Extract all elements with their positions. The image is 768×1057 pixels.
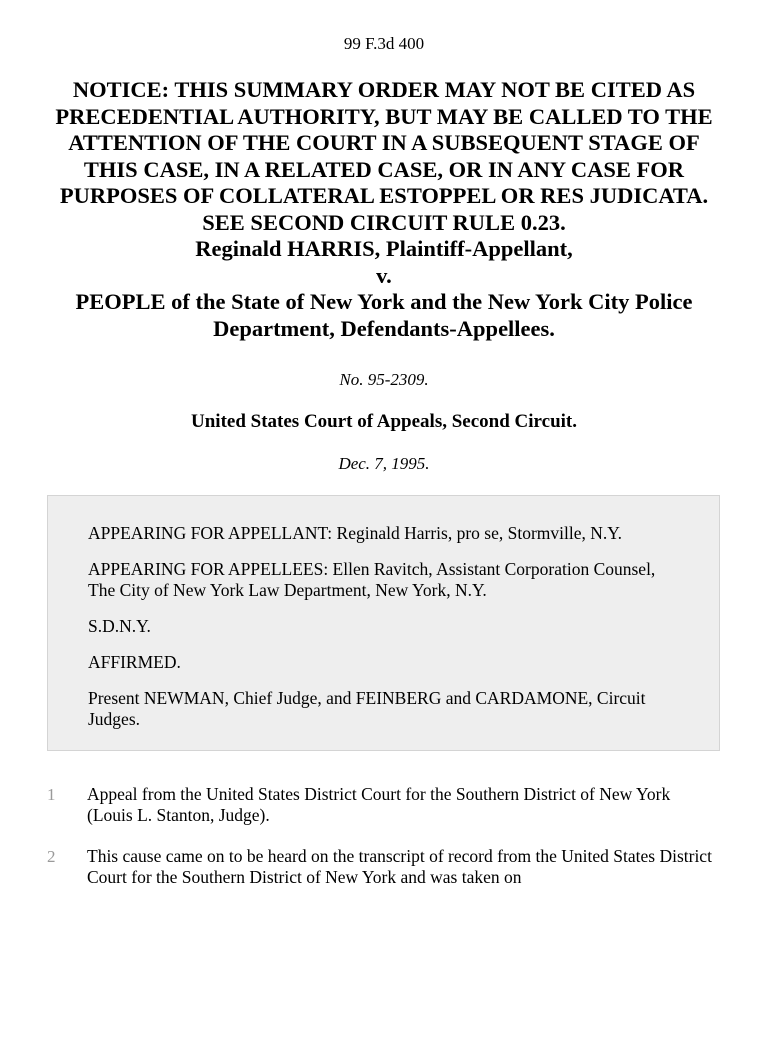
appearance-disposition: AFFIRMED. [88, 652, 181, 672]
paragraph-1 [47, 784, 720, 826]
opinion-paragraphs [47, 784, 720, 888]
paragraph-2 [47, 846, 720, 888]
paragraph-text: This cause came on to be heard on the transcript of record from the United States District Court for the Southern District of New York and was taken on [87, 846, 712, 887]
appearance-panel: Present NEWMAN, Chief Judge, and FEINBERG and CARDAMONE, Circuit Judges. [88, 688, 646, 729]
paragraph-number: 1 [47, 785, 56, 804]
court-name: United States Court of Appeals, Second Circuit. [191, 411, 577, 432]
decision-date: Dec. 7, 1995. [338, 454, 430, 473]
case-heading [40, 77, 728, 342]
notice-text: NOTICE: THIS SUMMARY ORDER MAY NOT BE CITED AS PRECEDENTIAL AUTHORITY, BUT MAY BE CALLED TO THE ATTENTION OF THE COURT IN A SUBSEQUENT STAGE OF THIS CASE, IN A RELATED CASE, OR IN ANY CASE FOR PURPOSES OF COLLATERAL ESTOPPEL OR RES JUDICATA. SEE SECOND CIRCUIT RULE 0.23. [55, 77, 713, 235]
versus-line: v. [376, 262, 392, 288]
citation: 99 F.3d 400 [343, 34, 425, 53]
paragraph-number: 2 [47, 847, 56, 866]
docket-number: No. 95-2309. [339, 370, 429, 389]
plaintiff-line: Reginald HARRIS, Plaintiff-Appellant, [195, 236, 573, 261]
paragraph-text: Appeal from the United States District Court for the Southern District of New York (Louis L. Stanton, Judge). [87, 784, 671, 825]
appearance-appellees: APPEARING FOR APPELLEES: Ellen Ravitch, Assistant Corporation Counsel, The City of New York Law Department, New York, N.Y. [88, 559, 656, 600]
appearances-box [47, 495, 720, 751]
defendants-line-2: Department, Defendants-Appellees. [213, 315, 555, 341]
appearance-appellant: APPEARING FOR APPELLANT: Reginald Harris, pro se, Stormville, N.Y. [88, 523, 623, 543]
appearance-district: S.D.N.Y. [88, 616, 151, 636]
defendants-line-1: PEOPLE of the State of New York and the New York City Police [75, 289, 693, 314]
